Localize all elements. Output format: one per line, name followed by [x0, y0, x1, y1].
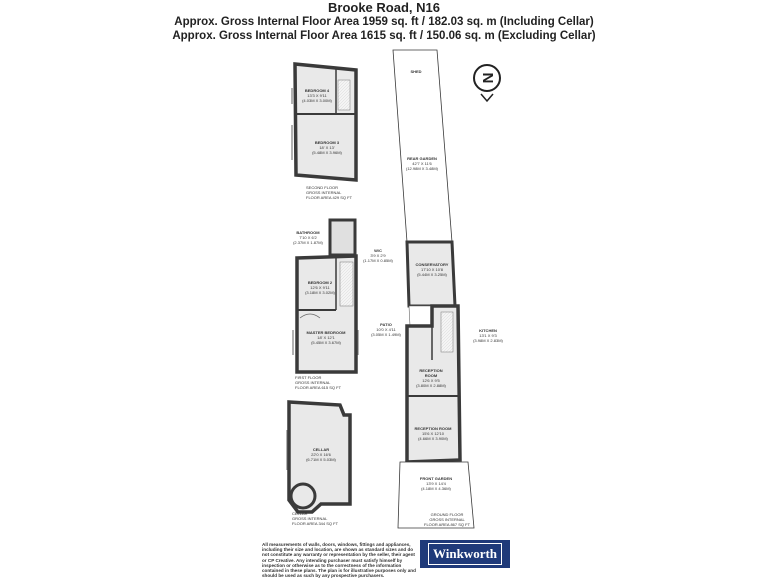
second-floor-caption: [306, 185, 352, 200]
caption-line: GROSS INTERNAL: [306, 190, 342, 195]
caption-line: FIRST FLOOR: [295, 375, 322, 380]
room-metric: (5.48M X 3.96M): [312, 150, 342, 155]
caption-line: GROSS INTERNAL: [295, 380, 331, 385]
caption-line: FLOOR AREA 429 SQ FT: [306, 195, 353, 200]
plan-title: Brooke Road, N16: [328, 0, 440, 15]
caption-line: CELLAR: [292, 511, 308, 516]
room-metric: (3.05M X 1.49M): [371, 332, 401, 337]
brand-logo: [420, 540, 510, 568]
room-name: W/C: [374, 248, 382, 253]
room-size: 18' X 13': [319, 145, 335, 150]
room-bedroom-4: [300, 88, 334, 103]
disclaimer-text: All measurements of walls, doors, windows, fittings and appliances, including their size and location, are shown as standard sizes and do not constitute any warranty or representation by the seller, their agent or CP Creative. Any intending purchaser must satisfy himself by inspection or otherwise as to the correctness of the information contained in these plans. The plan is for illustrative purposes only and should be used as such by any prospective purchasers.: [262, 542, 416, 578]
room-metric: (5.45M X 3.67M): [311, 340, 341, 345]
compass-letter: N: [480, 72, 497, 84]
room-cellar: [296, 447, 346, 462]
room-size: 42'7 X 11'6: [412, 161, 432, 166]
caption-line: GROUND FLOOR: [430, 512, 464, 517]
room-size: 15'6 X 12'10: [422, 431, 444, 436]
room-size: 7'10 X 6'2: [299, 235, 317, 240]
room-metric: (3.18M X 3.02M): [305, 290, 335, 295]
room-wc: [358, 248, 398, 263]
area-including-cellar: Approx. Gross Internal Floor Area 1959 sq. ft / 182.03 sq. m (Including Cellar): [174, 16, 594, 28]
caption-line: FLOOR AREA 344 SQ FT: [292, 521, 339, 526]
room-size: 12'6 X 9'11: [310, 285, 330, 290]
room-size: 17'10 X 10'8: [421, 267, 443, 272]
room-name: KITCHEN: [479, 328, 497, 333]
room-metric: (3.98M X 2.83M): [473, 338, 503, 343]
room-name: BEDROOM 4: [304, 88, 330, 93]
caption-line: GROSS INTERNAL: [292, 516, 328, 521]
caption-line: SECOND FLOOR: [306, 185, 339, 190]
caption-line: FLOOR AREA 867 SQ FT: [424, 522, 471, 527]
cellar-caption: [292, 511, 338, 526]
room-conservatory: [410, 262, 454, 277]
room-kitchen: [466, 328, 510, 343]
room-reception-room: [410, 426, 456, 441]
room-name: BATHROOM: [296, 230, 320, 235]
room-bedroom-3: [302, 140, 352, 155]
room-size: 22'0 X 16'6: [311, 452, 331, 457]
room-name: RECEPTION ROOM: [414, 426, 452, 431]
ground-floor-caption: [424, 512, 470, 527]
room-name: PATIO: [380, 322, 392, 327]
room-metric: (4.18M X 4.36M): [421, 486, 451, 491]
room-metric: (2.37M X 1.87M): [293, 240, 323, 245]
room-name: CELLAR: [312, 447, 330, 452]
room-reception: [411, 368, 451, 388]
second-floor-plan: [292, 64, 356, 180]
room-size: 12'6 X 9'5: [422, 378, 440, 383]
room-patio: [366, 322, 406, 337]
room-name-2: ROOM: [424, 373, 438, 378]
room-name: FRONT GARDEN: [419, 476, 453, 481]
room-name: MASTER BEDROOM: [306, 330, 346, 335]
caption-line: FLOOR AREA 615 SQ FT: [295, 385, 342, 390]
room-size: 13'9 X 14'4: [426, 481, 446, 486]
room-metric: (3.80M X 2.88M): [416, 383, 446, 388]
room-size: 13'1 X 9'3: [479, 333, 497, 338]
room-bedroom-2: [300, 280, 340, 295]
room-metric: (1.17M X 0.85M): [363, 258, 393, 263]
room-name: RECEPTION: [419, 368, 443, 373]
room-master-bedroom: [302, 330, 350, 345]
room-metric: (4.66M X 3.90M): [418, 436, 448, 441]
room-name: BEDROOM 3: [314, 140, 340, 145]
room-metric: (5.44M X 3.25M): [417, 272, 447, 277]
caption-line: GROSS INTERNAL: [429, 517, 465, 522]
room-name: BEDROOM 2: [307, 280, 333, 285]
room-size: 3'9 X 2'9: [370, 253, 386, 258]
room-metric: (6.71M X 5.03M): [306, 457, 336, 462]
logo-text: Winkworth: [428, 543, 502, 565]
room-name: REAR GARDEN: [407, 156, 437, 161]
room-size: 13'3 X 9'11: [307, 93, 327, 98]
room-rear-garden: [400, 156, 444, 171]
room-size: 18' X 12'1: [317, 335, 335, 340]
room-shed: [404, 69, 428, 74]
room-name: SHED: [410, 69, 422, 74]
room-bathroom: [287, 230, 329, 245]
room-name: CONSERVATORY: [415, 262, 449, 267]
room-front-garden: [414, 476, 458, 491]
room-metric: (4.03M X 3.00M): [302, 98, 332, 103]
ground-floor-plan: [393, 50, 474, 528]
area-excluding-cellar: Approx. Gross Internal Floor Area 1615 sq. ft / 150.06 sq. m (Excluding Cellar): [172, 30, 596, 42]
room-metric: (12.98M X 3.48M): [405, 166, 438, 171]
room-size: 10'0 X 4'11: [376, 327, 396, 332]
first-floor-caption: [295, 375, 341, 390]
